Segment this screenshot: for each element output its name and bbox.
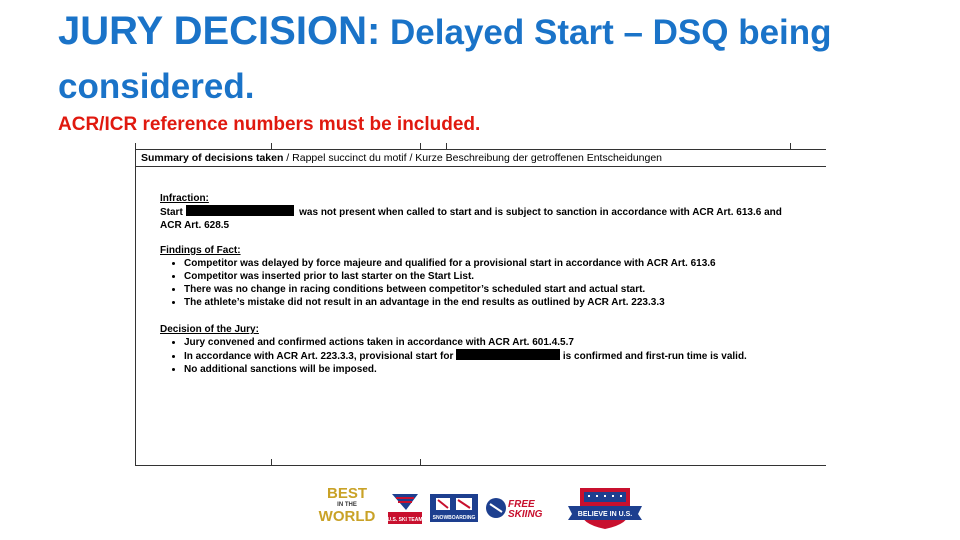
redacted-name — [456, 349, 560, 360]
title-part1: JURY DECISION: — [58, 9, 381, 53]
sponsor-logos — [318, 484, 648, 530]
summary-divider — [136, 166, 826, 167]
title-part2: Delayed Start – DSQ being considered. — [58, 13, 832, 106]
table-tick — [271, 143, 272, 150]
infraction-heading: Infraction: — [160, 193, 209, 204]
table-top-border — [136, 149, 826, 150]
infraction-section — [160, 192, 782, 232]
table-tick — [420, 459, 421, 465]
us-freeskiing-logo — [484, 496, 556, 525]
findings-section — [160, 244, 716, 309]
svg-text:SNOWBOARDING: SNOWBOARDING — [432, 515, 476, 521]
summary-rest: / Rappel succinct du motif / Kurze Beschreibung der getroffenen Entscheidungen — [283, 152, 663, 164]
finding-item: • There was no change in racing conditions between competitor’s scheduled start and actual start. — [184, 283, 716, 296]
svg-text:SKIING: SKIING — [508, 509, 543, 520]
svg-text:BELIEVE IN U.S.: BELIEVE IN U.S. — [577, 511, 633, 518]
decision-item2-post: is confirmed and first-run time is valid. — [562, 351, 747, 362]
finding-item: • The athlete’s mistake did not result in an advantage in the end results as outlined by ACR Art. 223.3.3 — [184, 296, 716, 309]
us-snowboarding-logo — [430, 494, 478, 527]
redacted-name — [186, 205, 294, 216]
svg-text:U.S. SKI TEAM: U.S. SKI TEAM — [387, 517, 423, 523]
decision-item: • Jury convened and confirmed actions taken in accordance with ACR Art. 601.4.5.7 — [184, 336, 747, 349]
us-ski-team-logo — [386, 492, 424, 531]
decision-item2-pre: In accordance with ACR Art. 223.3.3, provisional start for — [184, 351, 454, 362]
decision-heading: Decision of the Jury: — [160, 324, 259, 335]
best-in-the-world-logo: BEST IN THE WORLD — [318, 485, 376, 525]
start-label: Start — [160, 207, 183, 218]
slide-title — [58, 4, 938, 114]
table-tick — [420, 143, 421, 150]
infraction-text: was not present when called to start and is subject to sanction in accordance with ACR Art. 613.6 and — [299, 207, 782, 218]
summary-row — [141, 152, 662, 164]
findings-heading: Findings of Fact: — [160, 245, 241, 256]
slide-subtitle: ACR/ICR reference numbers must be included. — [58, 114, 481, 135]
believe-in-us-logo — [568, 484, 642, 535]
finding-item: • Competitor was delayed by force majeure and qualified for a provisional start in accordance with ACR Art. 613.6 — [184, 257, 716, 270]
finding-item: • Competitor was inserted prior to last starter on the Start List. — [184, 270, 716, 283]
svg-text:FREE: FREE — [508, 499, 535, 510]
table-tick — [271, 459, 272, 465]
decision-item — [184, 349, 747, 363]
decision-document — [135, 143, 826, 466]
decision-item: • No additional sanctions will be imposed. — [184, 363, 747, 376]
summary-bold: Summary of decisions taken — [141, 152, 284, 164]
infraction-text2: ACR Art. 628.5 — [160, 220, 230, 231]
table-tick — [446, 143, 447, 150]
decision-section — [160, 323, 747, 376]
table-tick — [790, 143, 791, 150]
